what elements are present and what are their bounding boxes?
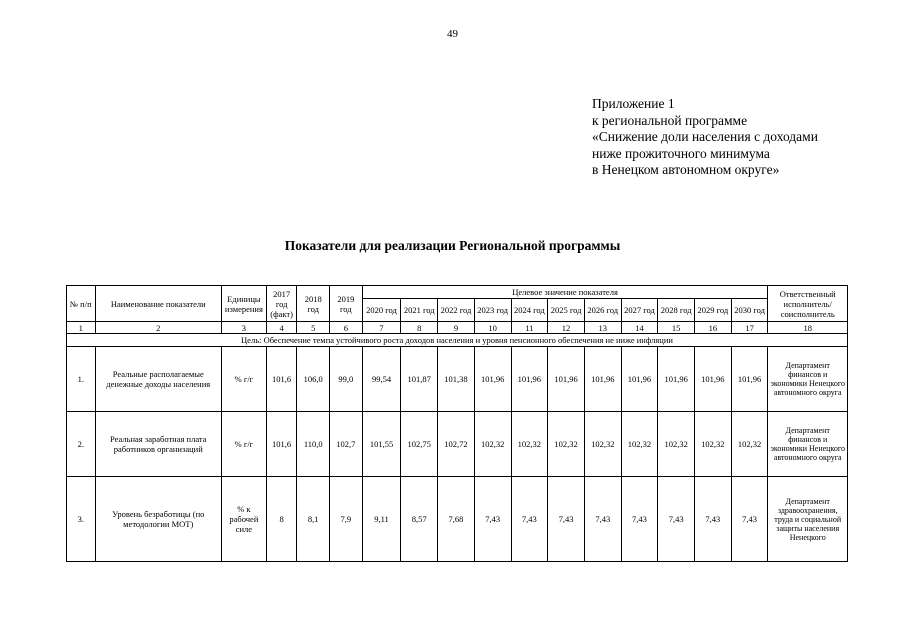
- table-row: [67, 347, 848, 412]
- responsible-cell: Департамент финансов и экономики Ненецкого автономного округа: [768, 347, 848, 412]
- header-target-year: 2029 год: [695, 299, 732, 322]
- unit-cell: % г/г: [221, 412, 266, 477]
- column-number: 11: [511, 322, 548, 334]
- header-num: № п/п: [67, 286, 96, 322]
- header-target-year: 2023 год: [474, 299, 511, 322]
- value-cell: 9,11: [362, 477, 401, 562]
- value-cell: 7,43: [584, 477, 621, 562]
- column-number: 4: [266, 322, 297, 334]
- column-number: 5: [297, 322, 330, 334]
- value-cell: 101,96: [658, 347, 695, 412]
- value-cell: 7,43: [548, 477, 585, 562]
- document-title: Показатели для реализации Региональной программы: [284, 238, 621, 253]
- value-cell: 102,32: [474, 412, 511, 477]
- value-cell: 101,96: [474, 347, 511, 412]
- header-2017: 2017 год (факт): [266, 286, 297, 322]
- page-number: 49: [447, 28, 458, 40]
- value-cell: 101,6: [266, 412, 297, 477]
- value-cell: 102,75: [401, 412, 438, 477]
- value-cell: 101,6: [266, 347, 297, 412]
- column-number: 8: [401, 322, 438, 334]
- indicators-table: [66, 285, 848, 562]
- column-number: 13: [584, 322, 621, 334]
- value-cell: 101,96: [584, 347, 621, 412]
- column-number: 2: [95, 322, 221, 334]
- unit-cell: % г/г: [221, 347, 266, 412]
- value-cell: 102,72: [438, 412, 475, 477]
- header-target-year: 2026 год: [584, 299, 621, 322]
- value-cell: 102,32: [584, 412, 621, 477]
- value-cell: 102,32: [731, 412, 768, 477]
- header-target-year: 2022 год: [438, 299, 475, 322]
- value-cell: 110,0: [297, 412, 330, 477]
- unit-cell: % к рабочей силе: [221, 477, 266, 562]
- value-cell: 101,55: [362, 412, 401, 477]
- value-cell: 99,0: [330, 347, 363, 412]
- value-cell: 101,87: [401, 347, 438, 412]
- header-target-year: 2024 год: [511, 299, 548, 322]
- value-cell: 101,96: [511, 347, 548, 412]
- value-cell: 102,32: [548, 412, 585, 477]
- header-target-year: 2028 год: [658, 299, 695, 322]
- header-2019: 2019 год: [330, 286, 363, 322]
- value-cell: 7,43: [474, 477, 511, 562]
- header-target-year: 2021 год: [401, 299, 438, 322]
- column-number: 9: [438, 322, 475, 334]
- table-row: [67, 412, 848, 477]
- responsible-cell: Департамент финансов и экономики Ненецкого автономного округа: [768, 412, 848, 477]
- value-cell: 101,96: [731, 347, 768, 412]
- header-unit: Единицы измерения: [221, 286, 266, 322]
- value-cell: 101,96: [695, 347, 732, 412]
- header-target-year: 2025 год: [548, 299, 585, 322]
- appendix-line: Приложение 1: [592, 96, 675, 111]
- header-target-year: 2020 год: [362, 299, 401, 322]
- value-cell: 8,1: [297, 477, 330, 562]
- column-number: 15: [658, 322, 695, 334]
- value-cell: 102,32: [621, 412, 658, 477]
- value-cell: 7,43: [511, 477, 548, 562]
- value-cell: 7,43: [695, 477, 732, 562]
- header-target-group: Целевое значение показателя: [362, 286, 768, 299]
- value-cell: 102,32: [511, 412, 548, 477]
- appendix-line: к региональной программе: [592, 112, 748, 128]
- row-number: 3.: [67, 477, 96, 562]
- value-cell: 7,9: [330, 477, 363, 562]
- column-number: 14: [621, 322, 658, 334]
- column-number: 7: [362, 322, 401, 334]
- value-cell: 8: [266, 477, 297, 562]
- header-target-year: 2027 год: [621, 299, 658, 322]
- value-cell: 101,96: [548, 347, 585, 412]
- value-cell: 102,7: [330, 412, 363, 477]
- column-number: 10: [474, 322, 511, 334]
- appendix-line: «Снижение доли населения с доходами: [592, 129, 818, 144]
- header-name: Наименование показатели: [95, 286, 221, 322]
- value-cell: 7,43: [621, 477, 658, 562]
- indicator-name: Реальная заработная плата работников организаций: [95, 412, 221, 477]
- value-cell: 102,32: [695, 412, 732, 477]
- appendix-line: в Ненецком автономном округе»: [592, 162, 780, 177]
- responsible-cell: Департамент здравоохранения, труда и социальной защиты населения Ненецкого: [768, 477, 848, 562]
- value-cell: 101,38: [438, 347, 475, 412]
- header-target-year: 2030 год: [731, 299, 768, 322]
- value-cell: 106,0: [297, 347, 330, 412]
- indicator-name: Уровень безработицы (по методологии МОТ): [95, 477, 221, 562]
- value-cell: 99,54: [362, 347, 401, 412]
- column-number: 6: [330, 322, 363, 334]
- column-number: 17: [731, 322, 768, 334]
- value-cell: 102,32: [658, 412, 695, 477]
- column-number: 1: [67, 322, 96, 334]
- table-row: [67, 477, 848, 562]
- row-number: 2.: [67, 412, 96, 477]
- value-cell: 101,96: [621, 347, 658, 412]
- appendix-note: [592, 96, 892, 179]
- value-cell: 8,57: [401, 477, 438, 562]
- column-number: 16: [695, 322, 732, 334]
- column-number: 18: [768, 322, 848, 334]
- value-cell: 7,43: [658, 477, 695, 562]
- value-cell: 7,68: [438, 477, 475, 562]
- goal-row: Цель: Обеспечение темпа устойчивого роста доходов населения и уровня пенсионного обеспечения не ниже инфляции: [67, 334, 848, 347]
- row-number: 1.: [67, 347, 96, 412]
- column-number: 3: [221, 322, 266, 334]
- header-responsible: Ответственный исполнитель/ соисполнитель: [768, 286, 848, 322]
- column-number: 12: [548, 322, 585, 334]
- appendix-line: ниже прожиточного минимума: [592, 145, 770, 161]
- header-2018: 2018 год: [297, 286, 330, 322]
- value-cell: 7,43: [731, 477, 768, 562]
- indicator-name: Реальные располагаемые денежные доходы населения: [95, 347, 221, 412]
